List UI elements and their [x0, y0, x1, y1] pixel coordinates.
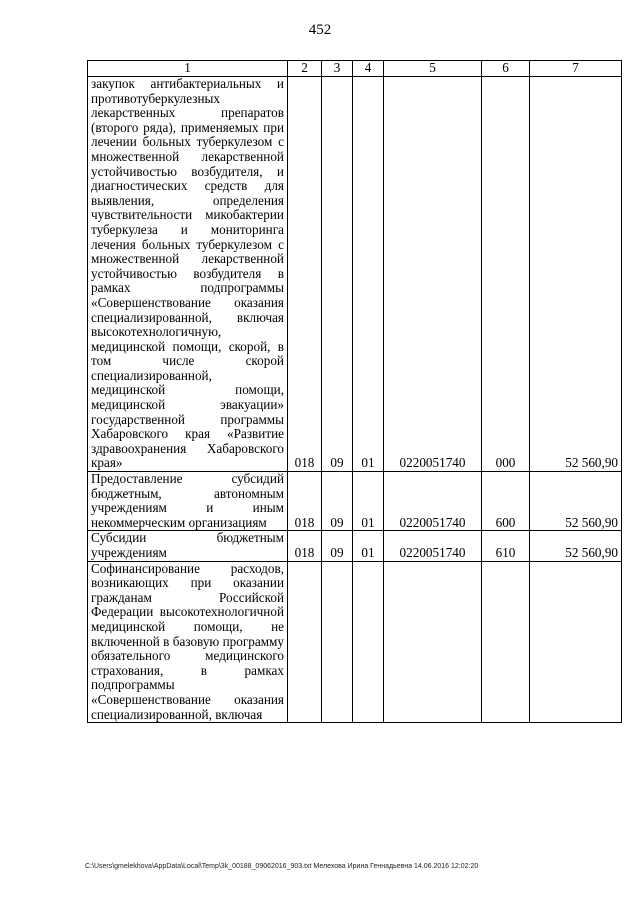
column-header-5: 5	[384, 61, 482, 77]
column-header-4: 4	[353, 61, 384, 77]
table-row	[88, 531, 622, 561]
row-description: закупок антибактериальных и противотуберкулезных лекарственных препаратов (второго ряда), применяемых при лечении больных туберкулезом с множественной лекарственной устойчивостью возбудителя, и диагностических средств для выявления, определения чувствительности микобактерии туберкулеза и мониторинга лечения больных туберкулезом с множественной лекарственной устойчивостью возбудителя в рамках подпрограммы «Совершенствование оказания специализированной, включая высокотехнологичную, медицинской помощи, скорой, в том числе скорой специализированной, медицинской помощи, медицинской эвакуации» государственной программы Хабаровского края «Развитие здравоохранения Хабаровского края»	[88, 77, 288, 472]
row-description: Софинансирование расходов, возникающих при оказании гражданам Российской Федерации высокотехнологичной медицинской помощи, не включенной в базовую программу обязательного медицинского страхования, в рамках подпрограммы «Совершенствование оказания специализированной, включая	[88, 561, 288, 723]
table-row	[88, 561, 622, 723]
column-header-6: 6	[482, 61, 530, 77]
column-header-1: 1	[88, 61, 288, 77]
section-code	[322, 561, 353, 723]
ministry-code	[288, 561, 322, 723]
expense-type-code: 000	[482, 77, 530, 472]
amount-value	[530, 561, 622, 723]
amount-value: 52 560,90	[530, 472, 622, 531]
table-row	[88, 472, 622, 531]
target-article-code	[384, 561, 482, 723]
expense-type-code	[482, 561, 530, 723]
target-article-code: 0220051740	[384, 77, 482, 472]
column-header-7: 7	[530, 61, 622, 77]
footer-file-path: C:\Users\gmelekhova\AppData\Local\Temp\3k_00188_09062016_903.txt Мелехова Ирина Геннадьевна 14.06.2016 12:02:20	[85, 863, 479, 870]
amount-value: 52 560,90	[530, 77, 622, 472]
ministry-code: 018	[288, 472, 322, 531]
ministry-code: 018	[288, 77, 322, 472]
row-description: Субсидии бюджетным учреждениям	[88, 531, 288, 561]
subsection-code: 01	[353, 472, 384, 531]
expense-type-code: 600	[482, 472, 530, 531]
subsection-code: 01	[353, 77, 384, 472]
column-header-2: 2	[288, 61, 322, 77]
target-article-code: 0220051740	[384, 531, 482, 561]
expense-type-code: 610	[482, 531, 530, 561]
budget-table	[87, 60, 622, 723]
section-code: 09	[322, 531, 353, 561]
header-row	[88, 61, 622, 77]
target-article-code: 0220051740	[384, 472, 482, 531]
section-code: 09	[322, 472, 353, 531]
table-row	[88, 77, 622, 472]
subsection-code	[353, 561, 384, 723]
column-header-3: 3	[322, 61, 353, 77]
ministry-code: 018	[288, 531, 322, 561]
section-code: 09	[322, 77, 353, 472]
row-description: Предоставление субсидий бюджетным, автономным учреждениям и иным некоммерческим организациям	[88, 472, 288, 531]
page-number: 452	[308, 22, 332, 38]
amount-value: 52 560,90	[530, 531, 622, 561]
subsection-code: 01	[353, 531, 384, 561]
